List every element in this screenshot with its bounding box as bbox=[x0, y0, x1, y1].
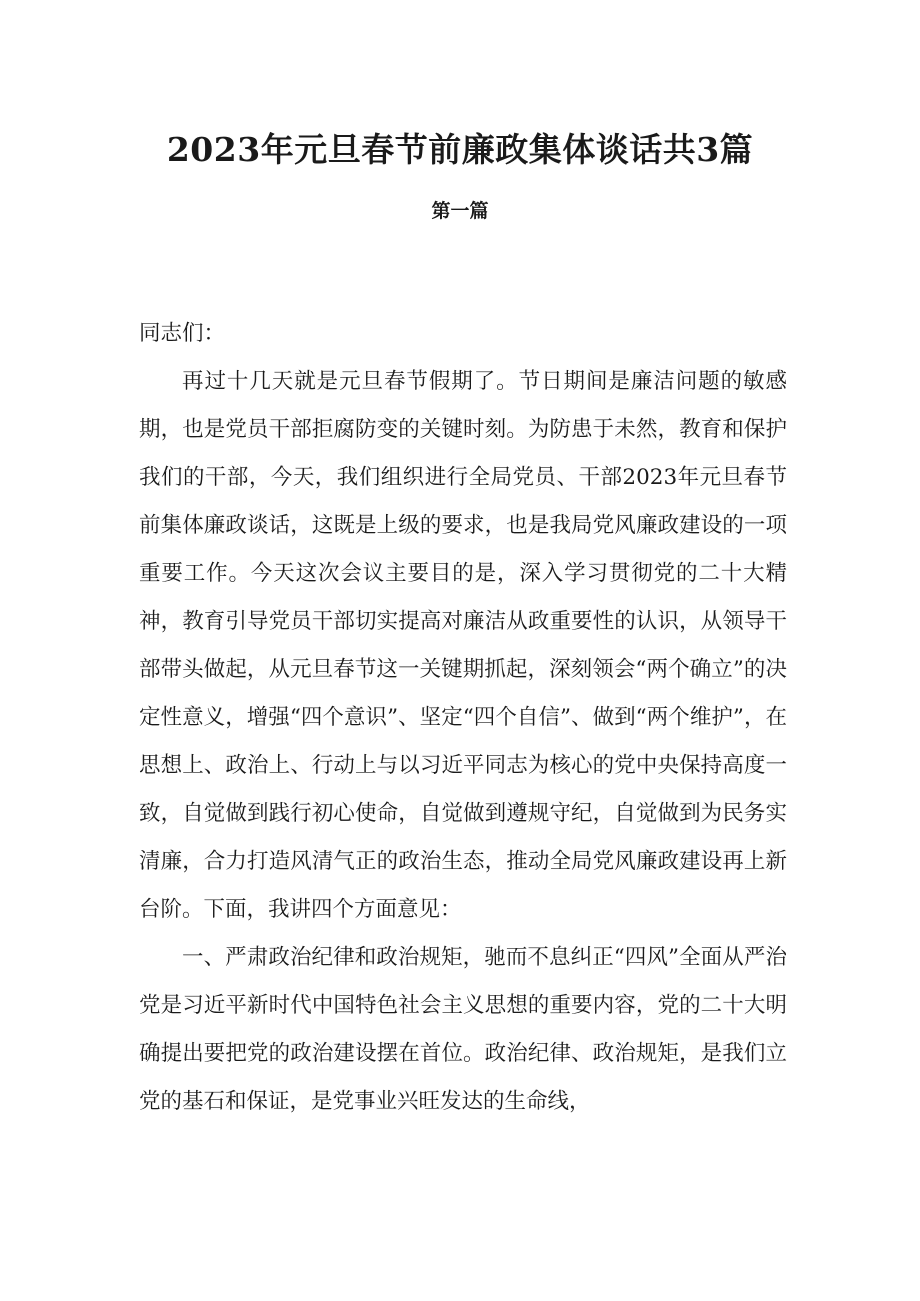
paragraph: 再过十几天就是元旦春节假期了。节日期间是廉洁问题的敏感期，也是党员干部拒腐防变的关键时刻。为防患于未然，教育和保护我们的干部，今天，我们组织进行全局党员、干部2023年元旦春节前集体廉政谈话，这既是上级的要求，也是我局党风廉政建设的一项重要工作。今天这次会议主要目的是，深入学习贯彻党的二十大精神，教育引导党员干部切实提高对廉洁从政重要性的认识，从领导干部带头做起，从元旦春节这一关键期抓起，深刻领会“两个确立”的决定性意义，增强“四个意识”、坚定“四个自信”、做到“两个维护”，在思想上、政治上、行动上与以习近平同志为核心的党中央保持高度一致，自觉做到践行初心使命，自觉做到遵规守纪，自觉做到为民务实清廉，合力打造风清气正的政治生态，推动全局党风廉政建设再上新台阶。下面，我讲四个方面意见： bbox=[139, 369, 787, 922]
paragraph: 一、严肃政治纪律和政治规矩，驰而不息纠正“四风”全面从严治党是习近平新时代中国特色社会主义思想的重要内容，党的二十大明确提出要把党的政治建设摆在首位。政治纪律、政治规矩，是我们立党的基石和保证，是党事业兴旺发达的生命线， bbox=[139, 945, 787, 1114]
document-title: 2023年元旦春节前廉政集体谈话共3篇 bbox=[166, 130, 754, 169]
document-body bbox=[139, 310, 787, 1126]
section-heading: 第一篇 bbox=[431, 200, 489, 222]
greeting: 同志们： bbox=[139, 321, 226, 346]
